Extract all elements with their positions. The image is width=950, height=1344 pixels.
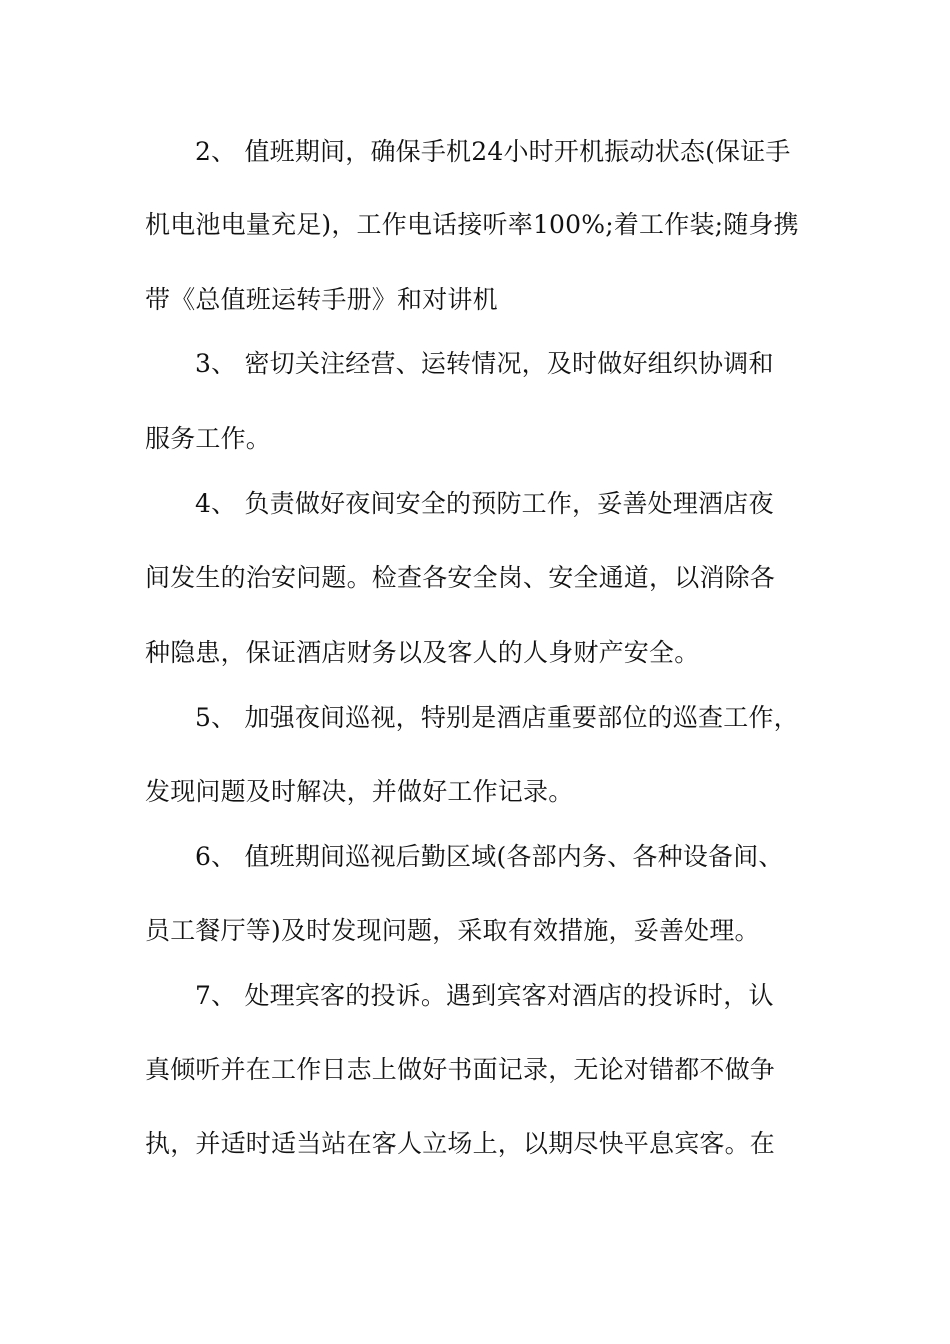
paragraph-4-line-1: 4、 负责做好夜间安全的预防工作，妥善处理酒店夜 [195,489,774,518]
paragraph-5-line-1: 5、 加强夜间巡视，特别是酒店重要部位的巡查工作， [195,703,799,732]
paragraph-3-line-2: 服务工作。 [145,424,272,453]
paragraph-4-line-2: 间发生的治安问题。检查各安全岗、安全通道，以消除各 [145,563,776,592]
paragraph-2-line-2: 机电池电量充足)，工作电话接听率100%;着工作装;随身携 [145,210,799,239]
paragraph-7-line-3: 执，并适时适当站在客人立场上，以期尽快平息宾客。在 [145,1129,776,1158]
paragraph-3-line-1: 3、 密切关注经营、运转情况，及时做好组织协调和 [195,349,774,378]
paragraph-2-line-3: 带《总值班运转手册》和对讲机 [145,285,498,314]
paragraph-7-line-2: 真倾听并在工作日志上做好书面记录，无论对错都不做争 [145,1055,776,1084]
paragraph-4-line-3: 种隐患，保证酒店财务以及客人的人身财产安全。 [145,638,700,667]
paragraph-2-line-1: 2、 值班期间，确保手机24小时开机振动状态(保证手 [195,137,791,166]
paragraph-7-line-1: 7、 处理宾客的投诉。遇到宾客对酒店的投诉时，认 [195,981,774,1010]
paragraph-5-line-2: 发现问题及时解决，并做好工作记录。 [145,777,574,806]
paragraph-6-line-2: 员工餐厅等)及时发现问题，采取有效措施，妥善处理。 [145,916,760,945]
paragraph-6-line-1: 6、 值班期间巡视后勤区域(各部内务、各种设备间、 [195,842,784,871]
